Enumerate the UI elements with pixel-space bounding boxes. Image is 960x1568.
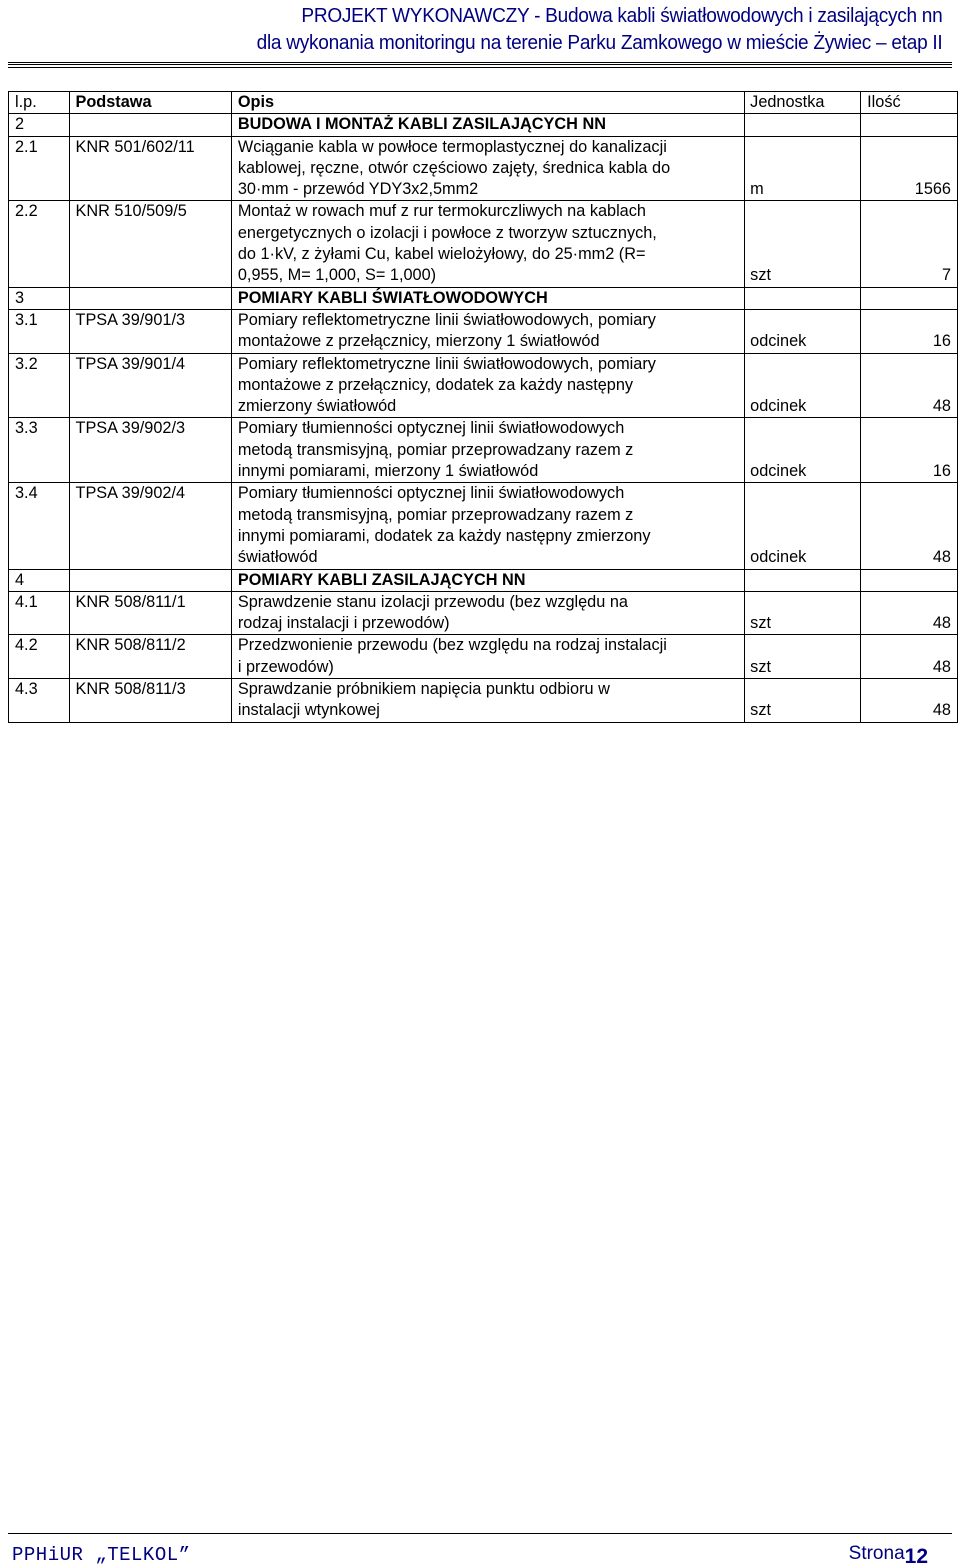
header-title-line2: dla wykonania monitoringu na terenie Parku Zamkowego w mieście Żywiec – etap II xyxy=(256,31,942,54)
row-unit: szt xyxy=(745,591,861,635)
row-quantity: 16 xyxy=(861,418,958,483)
description-line: 0,955, M= 1,000, S= 1,000) xyxy=(237,266,437,285)
row-lp: 4.2 xyxy=(9,635,70,679)
description-line: energetycznych o izolacji i powłoce z tworzyw sztucznych, xyxy=(237,223,657,242)
footer-company: PPHiUR „TELKOL” xyxy=(12,1544,191,1566)
row-unit: m xyxy=(745,136,861,201)
section-row xyxy=(9,569,958,591)
section-row xyxy=(9,287,958,309)
row-base xyxy=(69,569,231,591)
description-line: montażowe z przełącznicy, dodatek za każdy następny xyxy=(237,375,634,394)
row-lp: 3 xyxy=(9,287,70,309)
row-unit xyxy=(745,114,861,136)
section-title: BUDOWA I MONTAŻ KABLI ZASILAJĄCYCH NN xyxy=(231,114,744,136)
description-line: Sprawdzenie stanu izolacji przewodu (bez względu na xyxy=(237,592,628,611)
header-quantity: Ilość xyxy=(861,92,958,114)
page-label: Strona xyxy=(848,1543,905,1564)
row-lp: 3.2 xyxy=(9,353,70,418)
header-divider xyxy=(8,62,952,68)
row-quantity: 48 xyxy=(861,679,958,723)
row-description xyxy=(231,635,744,679)
row-base: KNR 508/811/2 xyxy=(69,635,231,679)
row-quantity: 48 xyxy=(861,591,958,635)
row-base: TPSA 39/902/3 xyxy=(69,418,231,483)
header-unit: Jednostka xyxy=(745,92,861,114)
row-quantity xyxy=(861,114,958,136)
row-description xyxy=(231,353,744,418)
description-line: rodzaj instalacji i przewodów) xyxy=(237,614,450,633)
row-base: TPSA 39/901/3 xyxy=(69,309,231,353)
footer-divider xyxy=(8,1533,952,1534)
description-line: metodą transmisyjną, pomiar przeprowadzany razem z xyxy=(237,440,634,459)
description-line: innymi pomiarami, dodatek za każdy następny zmierzony xyxy=(237,526,651,545)
table-header-row xyxy=(9,92,958,114)
table-row xyxy=(9,483,958,569)
table-row xyxy=(9,418,958,483)
row-lp: 4.1 xyxy=(9,591,70,635)
description-line: Sprawdzanie próbnikiem napięcia punktu odbioru w xyxy=(237,680,610,699)
description-line: do 1·kV, z żyłami Cu, kabel wielożyłowy, do 25·mm2 (R= xyxy=(237,245,646,264)
row-quantity: 48 xyxy=(861,483,958,569)
description-line: montażowe z przełącznicy, mierzony 1 światłowód xyxy=(237,332,600,351)
row-lp: 3.3 xyxy=(9,418,70,483)
row-quantity xyxy=(861,569,958,591)
footer-page xyxy=(848,1541,928,1568)
description-line: Pomiary reflektometryczne linii światłowodowych, pomiary xyxy=(237,310,656,329)
page-number: 12 xyxy=(904,1545,928,1568)
description-line: zmierzony światłowód xyxy=(237,397,397,416)
description-line: innymi pomiarami, mierzony 1 światłowód xyxy=(237,462,539,481)
row-lp: 4.3 xyxy=(9,679,70,723)
row-unit: szt xyxy=(745,679,861,723)
row-lp: 2.2 xyxy=(9,201,70,287)
row-description xyxy=(231,591,744,635)
table-row xyxy=(9,309,958,353)
row-base xyxy=(69,114,231,136)
description-line: Pomiary reflektometryczne linii światłowodowych, pomiary xyxy=(237,354,656,373)
description-line: instalacji wtynkowej xyxy=(237,701,380,720)
description-line: Montaż w rowach muf z rur termokurczliwych na kablach xyxy=(237,202,646,221)
table-row xyxy=(9,635,958,679)
row-description xyxy=(231,483,744,569)
section-title: POMIARY KABLI ŚWIATŁOWODOWYCH xyxy=(231,287,744,309)
table-row xyxy=(9,679,958,723)
row-unit xyxy=(745,569,861,591)
description-line: metodą transmisyjną, pomiar przeprowadzany razem z xyxy=(237,505,634,524)
description-line: 30·mm - przewód YDY3x2,5mm2 xyxy=(237,180,479,199)
row-description xyxy=(231,309,744,353)
header-description: Opis xyxy=(231,92,744,114)
row-quantity: 1566 xyxy=(861,136,958,201)
row-description xyxy=(231,679,744,723)
row-lp: 3.1 xyxy=(9,309,70,353)
table-row xyxy=(9,353,958,418)
description-line: kablowej, ręczne, otwór częściowo zajęty, średnica kabla do xyxy=(237,158,671,177)
bill-of-quantities-table xyxy=(8,91,958,723)
row-lp: 2 xyxy=(9,114,70,136)
row-lp: 4 xyxy=(9,569,70,591)
row-base: TPSA 39/902/4 xyxy=(69,483,231,569)
table-row xyxy=(9,201,958,287)
table-row xyxy=(9,136,958,201)
row-base: KNR 501/602/11 xyxy=(69,136,231,201)
header-title-line1: PROJEKT WYKONAWCZY - Budowa kabli światłowodowych i zasilających nn xyxy=(300,4,943,27)
description-line: światłowód xyxy=(237,548,318,567)
row-unit: odcinek xyxy=(745,353,861,418)
row-unit: szt xyxy=(745,635,861,679)
row-description xyxy=(231,201,744,287)
row-unit: odcinek xyxy=(745,309,861,353)
row-base: KNR 508/811/3 xyxy=(69,679,231,723)
row-base: KNR 510/509/5 xyxy=(69,201,231,287)
row-unit: odcinek xyxy=(745,418,861,483)
description-line: Pomiary tłumienności optycznej linii światłowodowych xyxy=(237,419,625,438)
table-row xyxy=(9,591,958,635)
row-base: TPSA 39/901/4 xyxy=(69,353,231,418)
row-unit: odcinek xyxy=(745,483,861,569)
document-header xyxy=(256,0,942,56)
row-lp: 2.1 xyxy=(9,136,70,201)
row-quantity xyxy=(861,287,958,309)
row-base xyxy=(69,287,231,309)
row-unit: szt xyxy=(745,201,861,287)
section-row xyxy=(9,114,958,136)
row-quantity: 16 xyxy=(861,309,958,353)
description-line: i przewodów) xyxy=(237,657,334,676)
description-line: Wciąganie kabla w powłoce termoplastycznej do kanalizacji xyxy=(237,137,667,156)
description-line: Przedzwonienie przewodu (bez względu na rodzaj instalacji xyxy=(237,636,667,655)
row-description xyxy=(231,136,744,201)
row-quantity: 48 xyxy=(861,353,958,418)
row-description xyxy=(231,418,744,483)
section-title: POMIARY KABLI ZASILAJĄCYCH NN xyxy=(231,569,744,591)
row-lp: 3.4 xyxy=(9,483,70,569)
header-lp: l.p. xyxy=(9,92,70,114)
row-quantity: 7 xyxy=(861,201,958,287)
row-quantity: 48 xyxy=(861,635,958,679)
header-base: Podstawa xyxy=(69,92,231,114)
row-base: KNR 508/811/1 xyxy=(69,591,231,635)
description-line: Pomiary tłumienności optycznej linii światłowodowych xyxy=(237,484,625,503)
row-unit xyxy=(745,287,861,309)
